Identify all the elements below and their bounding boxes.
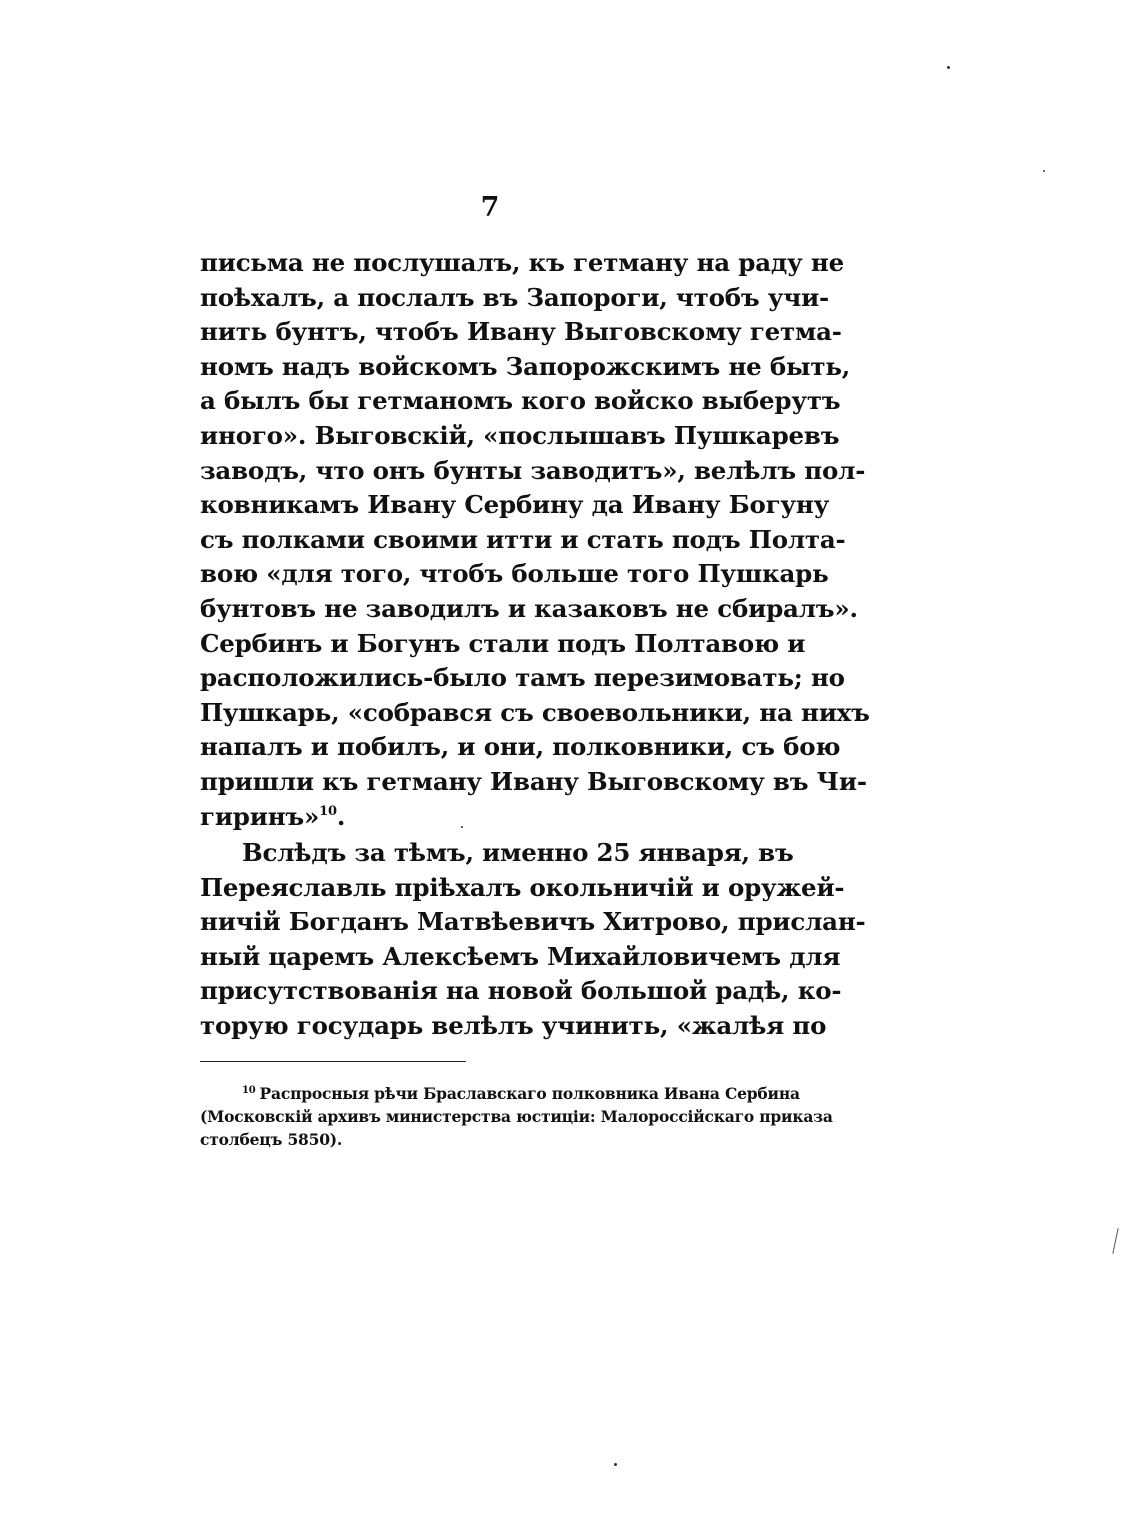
text-line: расположились-было тамъ перезимовать; но (200, 663, 845, 693)
text-line: вою «для того, чтобъ больше того Пушкарь (200, 559, 829, 589)
footnote-text: Распросныя рѣчи Браславскаго полковника Ивана Сербина (259, 1084, 800, 1103)
text-line: Пушкарь, «собрався съ своевольники, на нихъ (200, 697, 870, 727)
text-line: письма не послушалъ, къ гетману на раду не (200, 248, 844, 277)
text-line: гиринъ» (200, 801, 320, 831)
text-line: бунтовъ не заводилъ и казаковъ не сбиралъ». (200, 593, 858, 623)
text-line: ничій Богданъ Матвѣевичъ Хитрово, прислан- (200, 907, 866, 937)
scan-speck (461, 826, 463, 828)
text-line: съ полками своими итти и стать подъ Полта- (200, 524, 846, 554)
footnote-line: столбецъ 5850). (200, 1130, 343, 1149)
text-line: нить бунтъ, чтобъ Ивану Выговскому гетма- (200, 317, 842, 347)
text-line: поѣхалъ, а послалъ въ Запороги, чтобъ учи- (200, 282, 830, 312)
text-line: номъ надъ войскомъ Запорожскимъ не быть, (200, 351, 851, 381)
scan-speck (947, 66, 950, 69)
text-line: напалъ и побилъ, и они, полковники, съ бою (200, 732, 841, 762)
footnote (200, 1082, 833, 1151)
text-line: Переяславль пріѣхалъ окольничій и оружей- (200, 872, 845, 902)
scan-speck (614, 1463, 617, 1466)
scan-scratch (1112, 1228, 1119, 1254)
footnote-line (200, 1082, 800, 1105)
text-line: Вслѣдъ за тѣмъ, именно 25 января, въ (242, 838, 794, 868)
text-line: ный царемъ Алексѣемъ Михайловичемъ для (200, 941, 841, 971)
text-line: Сербинъ и Богунъ стали подъ Полтавою и (200, 628, 806, 658)
footnote-reference[interactable]: 10 (319, 803, 337, 819)
text-line: ковникамъ Ивану Сербину да Ивану Богуну (200, 490, 830, 520)
text-line: присутствованія на новой большой радѣ, ко- (200, 976, 842, 1006)
text-line: заводъ, что онъ бунты заводитъ», велѣлъ пол- (200, 455, 866, 485)
page-number: 7 (480, 192, 500, 223)
text-line: а былъ бы гетманомъ кого войско выберутъ (200, 386, 841, 416)
footnote-line: (Московскій архивъ министерства юстиціи: Малороссійскаго приказа (200, 1107, 833, 1126)
text-line: пришли къ гетману Ивану Выговскому въ Чи- (200, 766, 867, 796)
text-line: иного». Выговскій, «послышавъ Пушкаревъ (200, 420, 840, 450)
footnote-divider (200, 1061, 466, 1062)
main-text (200, 246, 870, 1044)
scan-speck (1043, 170, 1045, 172)
paragraph-end-line: гиринъ»$^{10}$. (200, 801, 346, 831)
text-line: торую государь велѣлъ учинить, «жалѣя по (200, 1011, 827, 1041)
footnote-marker: 10 (242, 1085, 256, 1096)
